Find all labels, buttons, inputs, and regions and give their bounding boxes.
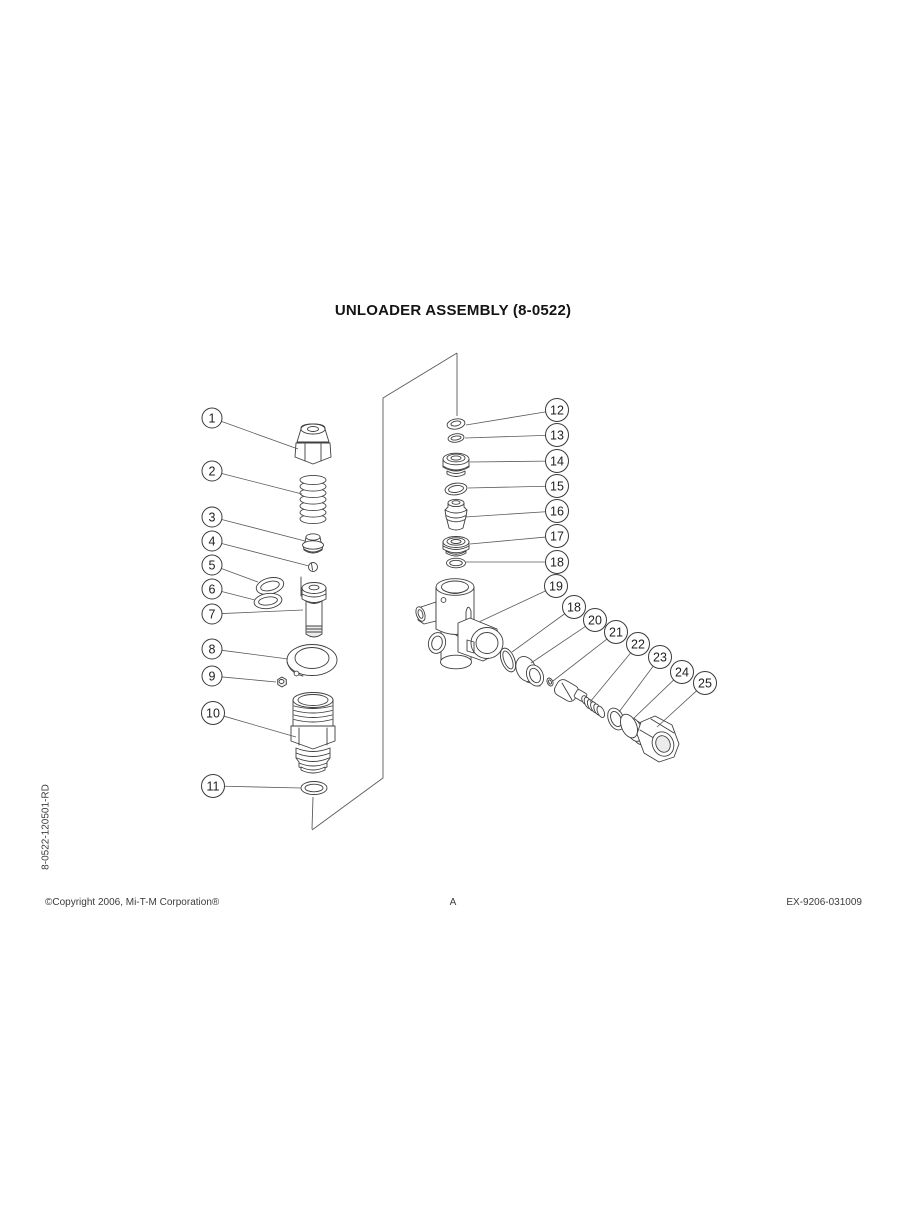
- leader-line: [221, 568, 258, 582]
- part-14-seal-retainer: [443, 453, 469, 476]
- part-22-spring: [583, 696, 607, 718]
- callout-number: 10: [206, 706, 220, 721]
- callout-number: 8: [208, 642, 216, 657]
- callout-7-6: [202, 604, 303, 624]
- callout-number: 15: [550, 479, 564, 494]
- leader-line: [222, 591, 255, 600]
- leader-line: [468, 486, 546, 488]
- leader-line: [512, 614, 565, 652]
- leader-line: [222, 677, 276, 682]
- footer-copyright: ©Copyright 2006, Mi-T-M Corporation®: [45, 897, 220, 908]
- part-19-valve-body: [414, 579, 503, 669]
- callout-number: 5: [208, 558, 216, 573]
- part-6-o-ring: [253, 592, 283, 611]
- part-10-hex-nipple: [291, 693, 335, 774]
- callout-number: 16: [550, 504, 564, 519]
- callout-number: 14: [550, 454, 564, 469]
- part-4-ball-seat: [309, 563, 318, 572]
- callout-number: 13: [550, 428, 564, 443]
- leader-line: [222, 473, 302, 494]
- leader-line: [222, 543, 309, 566]
- leader-line: [221, 421, 298, 449]
- callout-number: 3: [208, 510, 216, 525]
- callout-5-4: [202, 555, 258, 582]
- callout-8-7: [202, 639, 288, 659]
- callout-15-14: [468, 475, 569, 498]
- leader-line: [590, 653, 631, 702]
- axis-line-bottom-left: [312, 797, 313, 829]
- callout-13-12: [465, 424, 569, 447]
- callout-17-16: [470, 525, 569, 548]
- leader-line: [224, 716, 296, 737]
- leader-line: [553, 639, 607, 681]
- callout-2-1: [202, 461, 302, 494]
- leader-line: [222, 519, 305, 541]
- part-8-adjusting-ring: [287, 645, 337, 677]
- part-15-o-ring: [444, 482, 467, 497]
- leader-line: [479, 591, 546, 622]
- callout-24-24: [633, 661, 694, 720]
- callout-11-10: [202, 775, 302, 798]
- callout-number: 18: [567, 600, 581, 615]
- assembly-plane-outline: [312, 353, 457, 830]
- leader-line: [222, 650, 288, 659]
- callout-number: 17: [550, 529, 564, 544]
- callout-number: 1: [208, 411, 216, 426]
- callout-number: 7: [208, 607, 216, 622]
- callout-number: 21: [609, 625, 623, 640]
- callout-number: 24: [675, 665, 689, 680]
- part-25-inlet-fitting: [637, 716, 679, 762]
- footer-doc-number: EX-9206-031009: [786, 897, 862, 908]
- callout-number: 4: [208, 534, 216, 549]
- callout-1-0: [202, 408, 298, 449]
- callout-number: 20: [588, 613, 602, 628]
- callout-23-23: [619, 646, 672, 713]
- callout-number: 2: [208, 464, 216, 479]
- part-11-o-ring: [301, 782, 327, 795]
- part-20b-washer: [546, 677, 555, 687]
- callout-number: 23: [653, 650, 667, 665]
- part-17-seat-retainer: [443, 537, 469, 557]
- callout-number: 18: [550, 555, 564, 570]
- footer-revision-letter: A: [449, 897, 457, 908]
- callout-14-13: [470, 450, 569, 473]
- callout-number: 25: [698, 676, 712, 691]
- leader-line: [470, 461, 546, 462]
- part-3-piston-cap: [303, 534, 324, 553]
- leader-line: [470, 537, 546, 544]
- side-document-code: 8-0522-120501-RD: [40, 784, 52, 870]
- page-title: UNLOADER ASSEMBLY (8-0522): [334, 302, 572, 319]
- callout-10-9: [202, 702, 297, 738]
- callout-number: 6: [208, 582, 216, 597]
- leader-line: [466, 412, 546, 425]
- leader-line: [657, 691, 697, 727]
- callout-9-8: [202, 666, 276, 686]
- part-12-washer: [446, 418, 465, 431]
- callout-16-15: [465, 500, 569, 523]
- part-2-spring: [300, 475, 326, 523]
- leader-line: [633, 680, 674, 719]
- part-18-o-ring: [447, 558, 466, 568]
- callout-number: 11: [206, 779, 220, 794]
- part-13-o-ring: [447, 433, 464, 444]
- callout-19-18: [479, 575, 568, 623]
- callout-6-5: [202, 579, 255, 600]
- part-7-valve-stem: [302, 583, 326, 638]
- callout-18-19: [512, 596, 586, 653]
- leader-line: [465, 435, 546, 438]
- callout-12-11: [466, 399, 569, 426]
- callout-number: 19: [549, 579, 563, 594]
- callout-18-17: [466, 551, 569, 574]
- leader-line: [224, 786, 301, 788]
- part-1-cap-nut: [295, 424, 331, 464]
- leader-line: [222, 610, 303, 614]
- callout-number: 22: [631, 637, 645, 652]
- leader-line: [465, 512, 546, 517]
- part-20-seat-gland: [512, 653, 547, 689]
- part-9-set-screw: [278, 677, 287, 687]
- callout-number: 9: [208, 669, 216, 684]
- callout-number: 12: [550, 403, 564, 418]
- part-16-piston: [445, 499, 467, 530]
